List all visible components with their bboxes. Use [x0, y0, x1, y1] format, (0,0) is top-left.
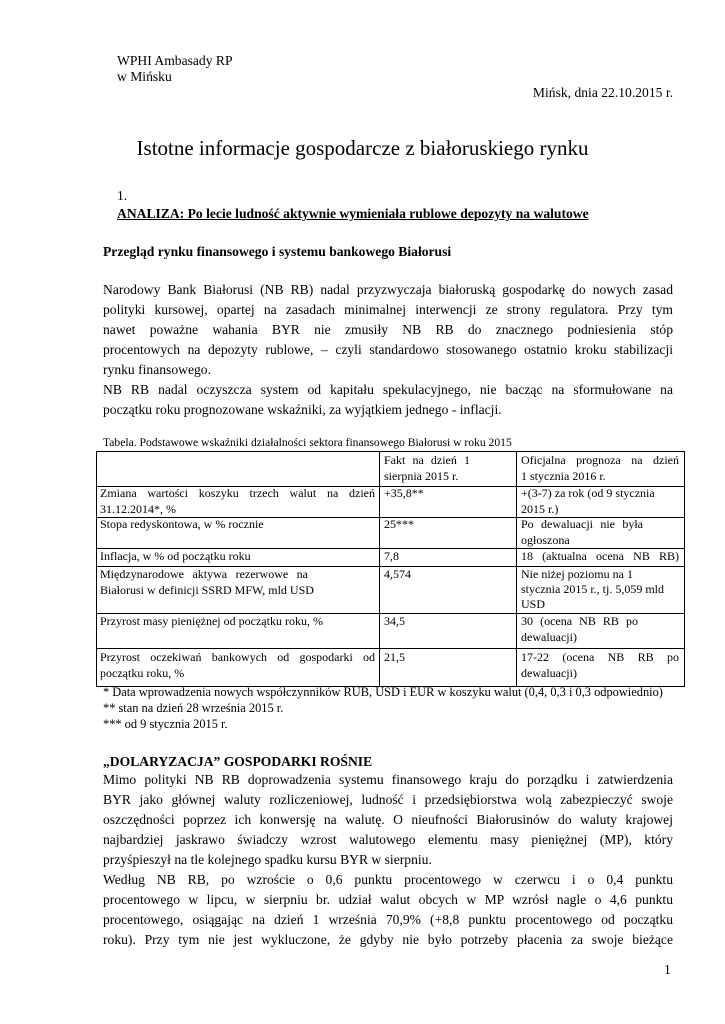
table-rule	[516, 451, 517, 687]
header-cell: Oficjalna prognoza na dzień	[521, 453, 679, 467]
header-cell: Fakt na dzień 1	[384, 453, 470, 467]
table-cell: Międzynarodowe aktywa rezerwowe na	[100, 567, 308, 581]
table-rule	[379, 451, 380, 687]
text-line: najbardziej jaskrawo świadczy wzrost walutowego elementu masy pieniężnej (MP), który	[103, 832, 673, 847]
text-line: początku roku prognozowane wskaźniki, za wyjątkiem jednego - inflacji.	[103, 402, 502, 417]
table-cell: dewaluacji)	[521, 630, 577, 644]
table-rule	[96, 451, 685, 452]
text-line: procentowych na depozyty rublowe, – czyli standardowo stosowanego ostatnio kroku stabilizacji	[103, 342, 673, 357]
table-cell: stycznia 2015 r., tj. 5,059 mld	[521, 582, 664, 596]
table-cell: 21,5	[384, 650, 405, 664]
table-cell: 30 (ocena NB RB po	[521, 614, 638, 628]
table-cell: dewaluacji)	[521, 666, 577, 680]
table-note: ** stan na dzień 28 września 2015 r.	[103, 701, 284, 715]
text-line: Narodowy Bank Białorusi (NB RB) nadal przyzwyczaja białoruską gospodarkę do nowych zasad	[103, 282, 673, 297]
subheading: Przegląd rynku finansowego i systemu bankowego Białorusi	[103, 244, 452, 259]
table-cell: Zmiana wartości koszyku trzech walut na dzień	[100, 486, 375, 500]
table-cell: Stopa redyskontowa, w % rocznie	[100, 517, 264, 531]
table-cell: Białorusi w definicji SSRD MFW, mld USD	[100, 583, 314, 597]
text-line: nawet poważne wahania BYR nie zmusiły NB RB do znacznego podniesienia stóp	[103, 322, 673, 337]
table-cell: 4,574	[384, 567, 411, 581]
text-line: rynku finansowego.	[103, 362, 211, 377]
analysis-heading: ANALIZA: Po lecie ludność aktywnie wymieniała rublowe depozyty na walutowe	[117, 206, 589, 221]
page-number: 1	[664, 962, 671, 977]
table-caption: Tabela. Podstawowe wskaźniki działalności sektora finansowego Białorusi w roku 2015	[103, 436, 512, 449]
table-cell: USD	[521, 597, 546, 611]
sender-org-line1: WPHI Ambasady RP	[117, 53, 233, 68]
text-line: procentowego, osiągając na dzień 1 września 70,9% (+8,8 punktu procentowego od początku	[103, 912, 673, 927]
table-note: *** od 9 stycznia 2015 r.	[103, 717, 228, 731]
table-cell: 7,8	[384, 549, 399, 563]
text-line: procentowego w lipcu, w sierpniu br. udział walut obcych w MP wzrósł nagle o 4,6 punktu	[103, 892, 673, 907]
table-cell: +35,8**	[384, 486, 424, 500]
text-line: polityki kursowej, opartej na zasadach minimalnej interwencji ze strony regulatora. Przy tym	[103, 302, 673, 317]
sender-org-line2: w Mińsku	[117, 69, 172, 84]
table-cell: 31.12.2014*, %	[100, 502, 176, 516]
place-date: Mińsk, dnia 22.10.2015 r.	[532, 85, 673, 100]
table-note: * Data wprowadzenia nowych współczynników RUB, USD i EUR w koszyku walut (0,4, 0,3 i 0,3 odpowiednio)	[103, 685, 663, 699]
table-cell: 34,5	[384, 614, 405, 628]
header-cell: sierpnia 2015 r.	[384, 469, 459, 483]
table-cell: 17-22 (ocena NB RB po	[521, 650, 679, 664]
text-line: Mimo polityki NB RB doprowadzenia systemu finansowego kraju do porządku i zatwierdzenia	[103, 772, 673, 787]
indicators-table	[96, 451, 685, 687]
table-cell: ogłoszona	[521, 533, 570, 547]
text-line: Według NB RB, po wzroście o 0,6 punktu procentowego w czerwcu i o 0,4 punktu	[103, 872, 673, 887]
table-cell: 25***	[384, 517, 414, 531]
text-line: NB RB nadal oczyszcza system od kapitału spekulacyjnego, nie bacząc na sformułowane na	[103, 382, 673, 397]
table-cell: początku roku, %	[100, 666, 185, 680]
text-line: roku). Przy tym nie jest wykluczone, że gdyby nie było potrzeby płacenia za swoje bieżące	[103, 932, 673, 947]
table-cell: Inflacja, w % od początku roku	[100, 549, 251, 563]
table-cell: +(3-7) za rok (od 9 stycznia	[521, 486, 655, 500]
section-heading: „DOLARYZACJA” GOSPODARKI ROŚNIE	[103, 754, 373, 769]
text-line: przyśpieszył na tle kolejnego spadku kursu BYR w sierpniu.	[103, 852, 432, 867]
table-cell: Po dewaluacji nie była	[521, 517, 643, 531]
header-cell: 1 stycznia 2016 r.	[521, 469, 606, 483]
table-cell: 18 (aktualna ocena NB RB)	[521, 549, 679, 563]
table-rule	[96, 451, 97, 687]
table-cell: Przyrost oczekiwań bankowych od gospodarki od	[100, 650, 375, 664]
text-line: BYR jako głównej waluty rozliczeniowej, ludność i przedsiębiorstwa wolą zabezpieczyć swoje	[103, 792, 673, 807]
table-rule	[684, 451, 685, 687]
table-cell: Przyrost masy pieniężnej od początku roku, %	[100, 614, 323, 628]
section-number: 1.	[117, 188, 128, 203]
table-cell: Nie niżej poziomu na 1	[521, 567, 633, 581]
table-rule	[96, 648, 685, 649]
text-line: oszczędności poprzez ich konwersję na walutę. O nieufności Białorusinów do waluty krajowej	[103, 812, 673, 827]
table-cell: 2015 r.)	[521, 502, 559, 516]
document-title: Istotne informacje gospodarcze z białoruskiego rynku	[136, 136, 589, 160]
